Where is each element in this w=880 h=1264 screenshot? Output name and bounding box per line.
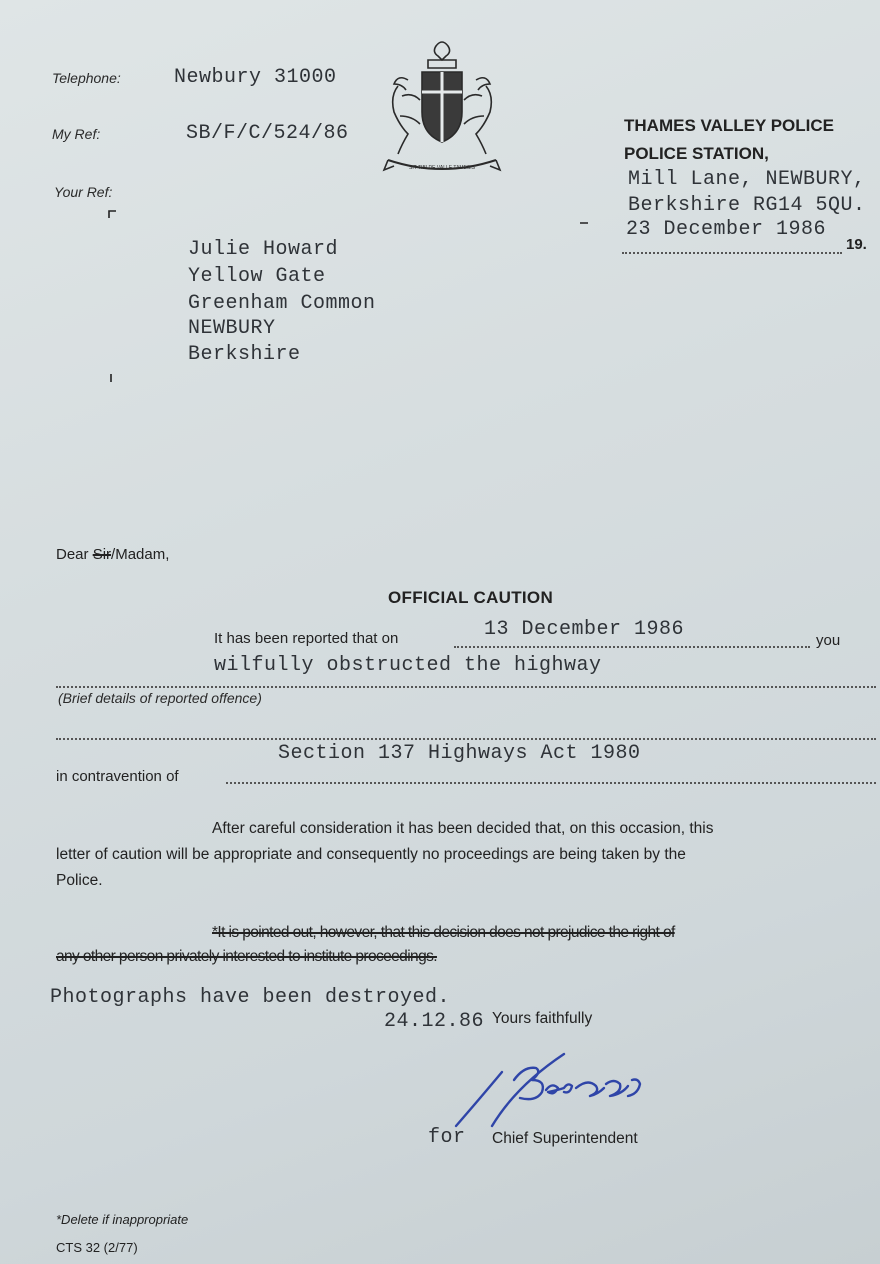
salutation-struck: Sir — [92, 546, 112, 563]
letter-date: 23 December 1986 — [626, 218, 827, 241]
offence-caption: (Brief details of reported offence) — [58, 690, 262, 706]
crest-motto: SIT TIBI DE VALLE TAMESIS — [409, 165, 475, 171]
station-address-1: Mill Lane, NEWBURY, — [628, 168, 866, 191]
date-suffix: 19. — [846, 236, 867, 253]
recipient-line-3: Greenham Common — [188, 292, 376, 315]
station-title: POLICE STATION, — [624, 144, 769, 163]
offence-dots-2 — [56, 738, 876, 740]
salutation-suffix: /Madam, — [111, 546, 170, 563]
recipient-line-2: Yellow Gate — [188, 265, 326, 288]
paragraph-1-line-1: After careful consideration it has been decided that, on this occasion, this — [212, 820, 714, 837]
police-crest-icon — [378, 36, 506, 188]
handwritten-signature — [446, 1046, 666, 1136]
station-name: THAMES VALLEY POLICE — [624, 116, 835, 135]
offence-dots — [56, 686, 876, 688]
form-code: CTS 32 (2/77) — [56, 1240, 138, 1255]
paragraph-1-line-2: letter of caution will be appropriate and consequently no proceedings are being taken by the — [56, 846, 686, 863]
statute-dots — [226, 782, 876, 784]
salutation — [56, 546, 169, 563]
salutation-prefix: Dear — [56, 546, 93, 563]
photos-note: Photographs have been destroyed. — [50, 986, 451, 1009]
reported-date: 13 December 1986 — [484, 618, 685, 641]
reported-suffix: you — [816, 632, 841, 649]
telephone-value: Newbury 31000 — [174, 66, 337, 89]
recipient-name: Julie Howard — [188, 238, 339, 261]
station-address-2: Berkshire RG14 5QU. — [628, 194, 866, 217]
paragraph-2-line-2: any other person privately interested to institute proceedings. — [56, 948, 437, 965]
recipient-line-4: NEWBURY — [188, 317, 276, 340]
corner-mark-tr — [580, 222, 588, 230]
signatory-title: Chief Superintendent — [492, 1130, 638, 1147]
my-ref-label: My Ref: — [52, 126, 101, 142]
delete-note: *Delete if inappropriate — [56, 1212, 189, 1227]
corner-mark-tl — [108, 210, 116, 218]
statute: Section 137 Highways Act 1980 — [278, 742, 641, 765]
corner-mark-br — [578, 378, 586, 386]
your-ref-label: Your Ref: — [54, 184, 113, 200]
date-dotted-line — [622, 252, 842, 254]
offence-details: wilfully obstructed the highway — [214, 654, 602, 677]
for-label: for — [428, 1126, 466, 1149]
reported-date-dots — [454, 646, 810, 648]
telephone-label: Telephone: — [52, 70, 121, 86]
closing: Yours faithfully — [492, 1010, 593, 1027]
my-ref-value: SB/F/C/524/86 — [186, 122, 349, 145]
reported-prefix: It has been reported that on — [214, 630, 399, 647]
corner-mark-bl — [110, 374, 118, 382]
paragraph-2-line-1: *It is pointed out, however, that this decision does not prejudice the right of — [212, 924, 675, 941]
official-caution-heading: OFFICIAL CAUTION — [388, 588, 554, 607]
paragraph-1-line-3: Police. — [56, 872, 103, 889]
contravention-label: in contravention of — [56, 768, 179, 785]
recipient-line-5: Berkshire — [188, 343, 301, 366]
sign-date: 24.12.86 — [384, 1010, 485, 1033]
